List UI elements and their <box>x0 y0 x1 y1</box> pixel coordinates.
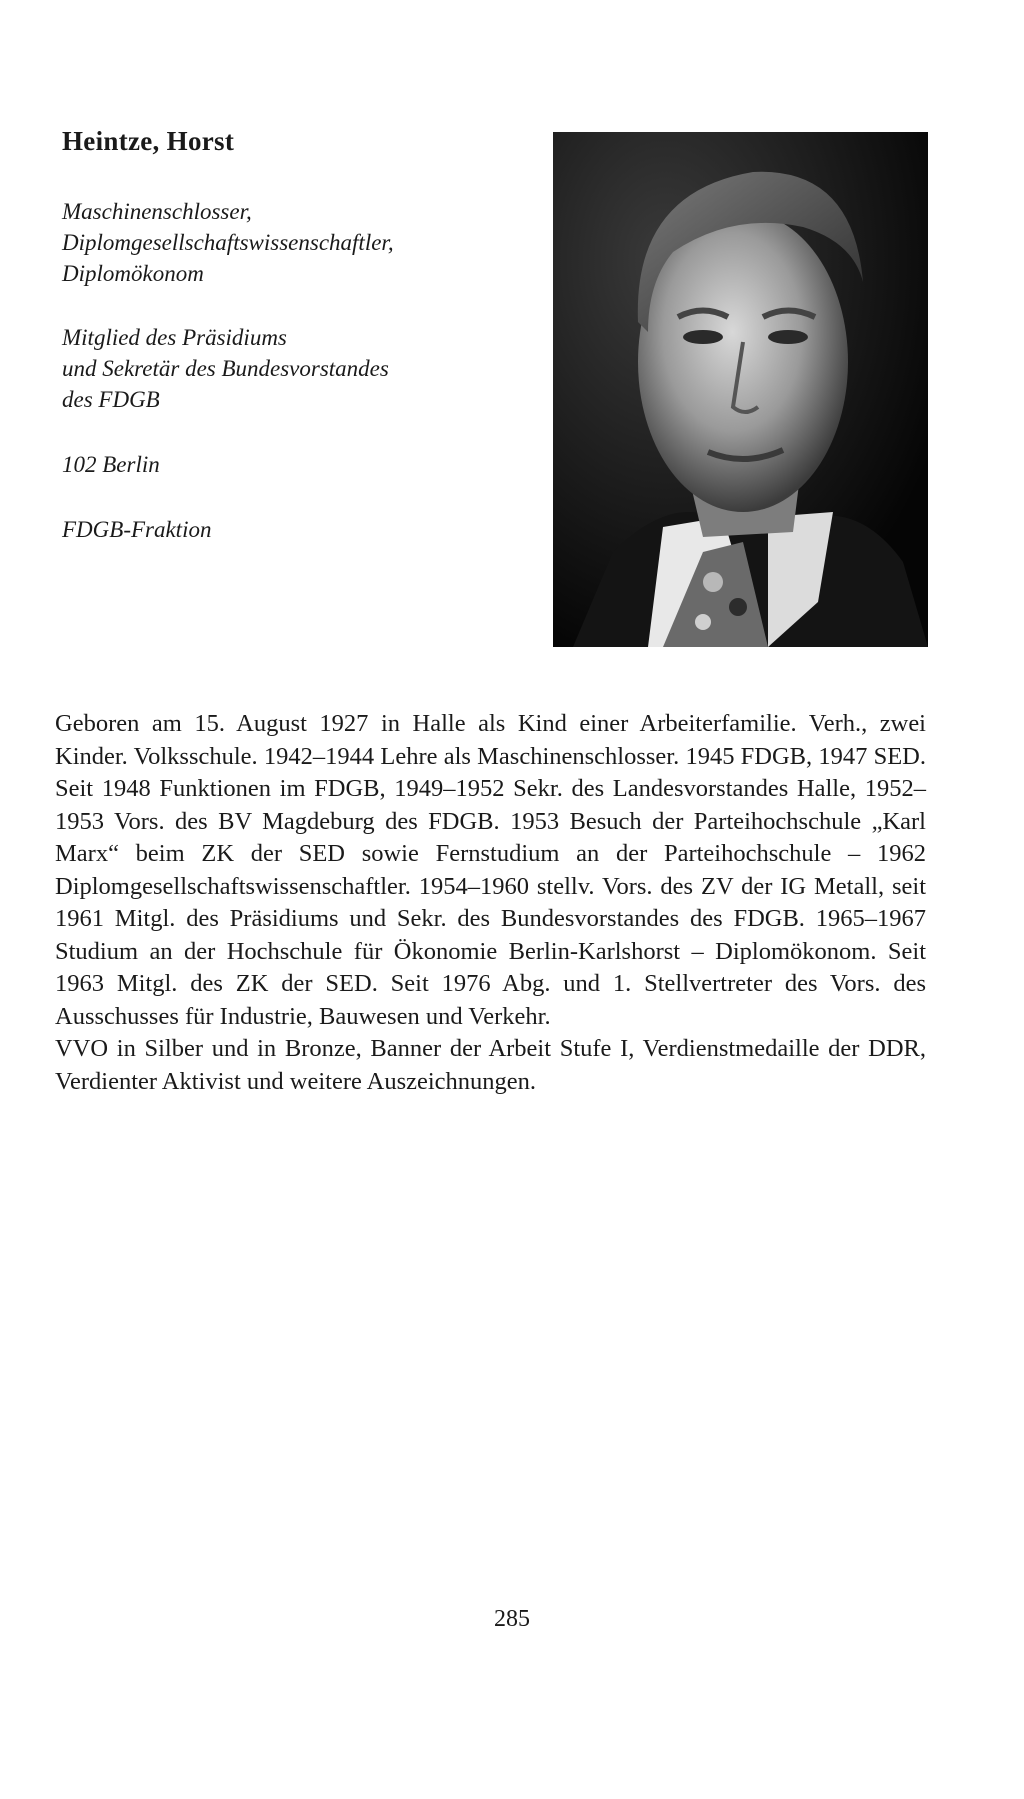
biography-text <box>55 708 926 1098</box>
profession-line: Maschinenschlosser, <box>62 199 252 224</box>
portrait-photo <box>553 132 928 647</box>
role-line: des FDGB <box>62 387 160 412</box>
city: 102 Berlin <box>62 452 160 477</box>
faction: FDGB-Fraktion <box>62 517 212 542</box>
awards-paragraph: VVO in Silber und in Bronze, Banner der Arbeit Stufe I, Verdienstmedaille der DDR, Verdienter Aktivist und weitere Auszeichnungen. <box>55 1035 926 1095</box>
role-line: Mitglied des Präsidiums <box>62 325 287 350</box>
profession-line: Diplomgesellschaftswissenschaftler, <box>62 230 394 255</box>
person-name: Heintze, Horst <box>62 126 235 156</box>
profession-line: Diplomökonom <box>62 261 204 286</box>
role-line: und Sekretär des Bundesvorstandes <box>62 356 389 381</box>
biography-paragraph: Geboren am 15. August 1927 in Halle als Kind einer Arbeiterfamilie. Verh., zwei Kinder. Volksschule. 1942–1944 Lehre als Maschinenschlosser. 1945 FDGB, 1947 SED. Seit 1948 Funktionen im FDGB, 1949–1952 Sekr. des Landesvorstandes Halle, 1952–1953 Vors. des BV Magdeburg des FDGB. 1953 Besuch der Parteihochschule „Karl Marx“ beim ZK der SED sowie Fernstudium an der Parteihochschule – 1962 Diplomgesellschaftswissenschaftler. 1954–1960 stellv. Vors. des ZV der IG Metall, seit 1961 Mitgl. des Präsidiums und Sekr. des Bundesvorstandes des FDGB. 1965–1967 Studium an der Hochschule für Ökonomie Berlin-Karlshorst – Diplomökonom. Seit 1963 Mitgl. des ZK der SED. Seit 1976 Abg. und 1. Stellvertreter des Vors. des Ausschusses für Industrie, Bauwesen und Verkehr. <box>55 710 926 1030</box>
professions-block <box>62 196 532 289</box>
page-number: 285 <box>494 1606 530 1632</box>
roles-block <box>62 322 532 415</box>
